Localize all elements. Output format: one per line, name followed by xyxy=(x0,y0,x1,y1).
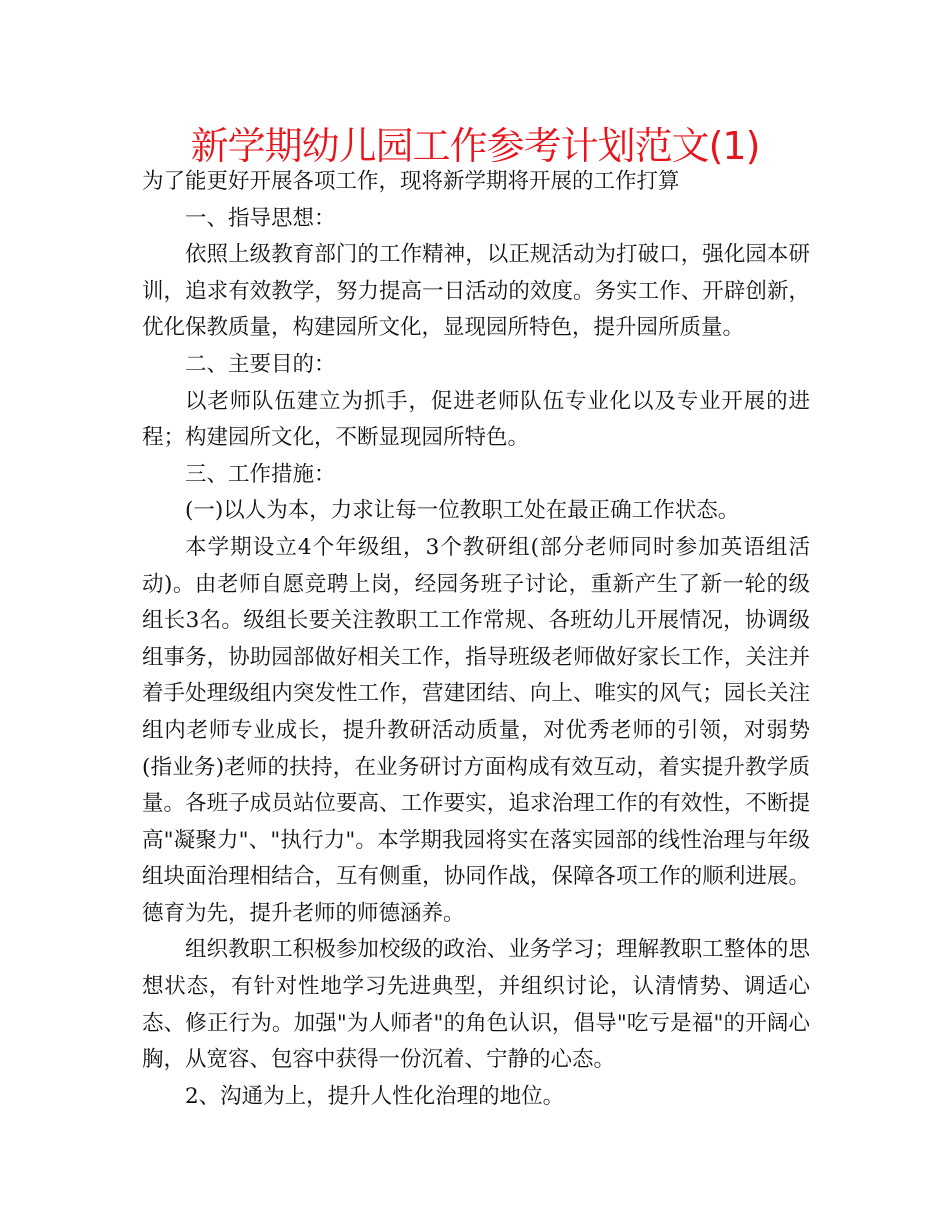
subheading-communication: 2、沟通为上，提升人性化治理的地位。 xyxy=(185,1083,565,1109)
section-heading-work-measures: 三、工作措施： xyxy=(185,461,336,487)
document-title: 新学期幼儿园工作参考计划范文(1) xyxy=(190,124,760,168)
document-body xyxy=(142,164,810,1115)
section-heading-main-goal: 二、主要目的： xyxy=(185,351,336,377)
section-heading-guiding-thought: 一、指导思想： xyxy=(185,205,336,231)
paragraph-grade-groups: 本学期设立4个年级组，3个教研组(部分老师同时参加英语组活动)。由老师自愿竞聘上岗，经园务班子讨论，重新产生了新一轮的级组长3名。级组长要关注教职工工作常规、各班幼儿开展情况，协调级组事务，协助园部做好相关工作，指导班级老师做好家长工作，关注并着手处理级组内突发性工作，营建团结、向上、唯实的风气；园长关注组内老师专业成长，提升教研活动质量，对优秀老师的引领，对弱势(指业务)老师的扶持，在业务研讨方面构成有效互动，着实提升教学质量。各班子成员站位要高、工作要实，追求治理工作的有效性，不断提高"凝聚力"、"执行力"。本学期我园将实在落实园部的线性治理与年级组块面治理相结合，互有侧重，协同作战，保障各项工作的顺利进展。德育为先，提升老师的师德涵养。 xyxy=(142,534,810,926)
subheading-people-oriented: (一)以人为本，力求让每一位教职工处在最正确工作状态。 xyxy=(185,498,740,524)
paragraph-guiding-thought: 依照上级教育部门的工作精神，以正规活动为打破口，强化园本研训，追求有效教学，努力提高一日活动的效度。务实工作、开辟创新，优化保教质量，构建园所文化，显现园所特色，提升园所质量。 xyxy=(142,242,810,341)
paragraph-main-goal: 以老师队伍建立为抓手，促进老师队伍专业化以及专业开展的进程；构建园所文化，不断显现园所特色。 xyxy=(142,388,810,451)
paragraph-staff-study: 组织教职工积极参加校级的政治、业务学习；理解教职工整体的思想状态，有针对性地学习先进典型，并组织讨论，认清情势、调适心态、修正行为。加强"为人师者"的角色认识，倡导"吃亏是福"的开阔心胸，从宽容、包容中获得一份沉着、宁静的心态。 xyxy=(142,937,810,1073)
intro-paragraph: 为了能更好开展各项工作，现将新学期将开展的工作打算 xyxy=(142,169,680,194)
